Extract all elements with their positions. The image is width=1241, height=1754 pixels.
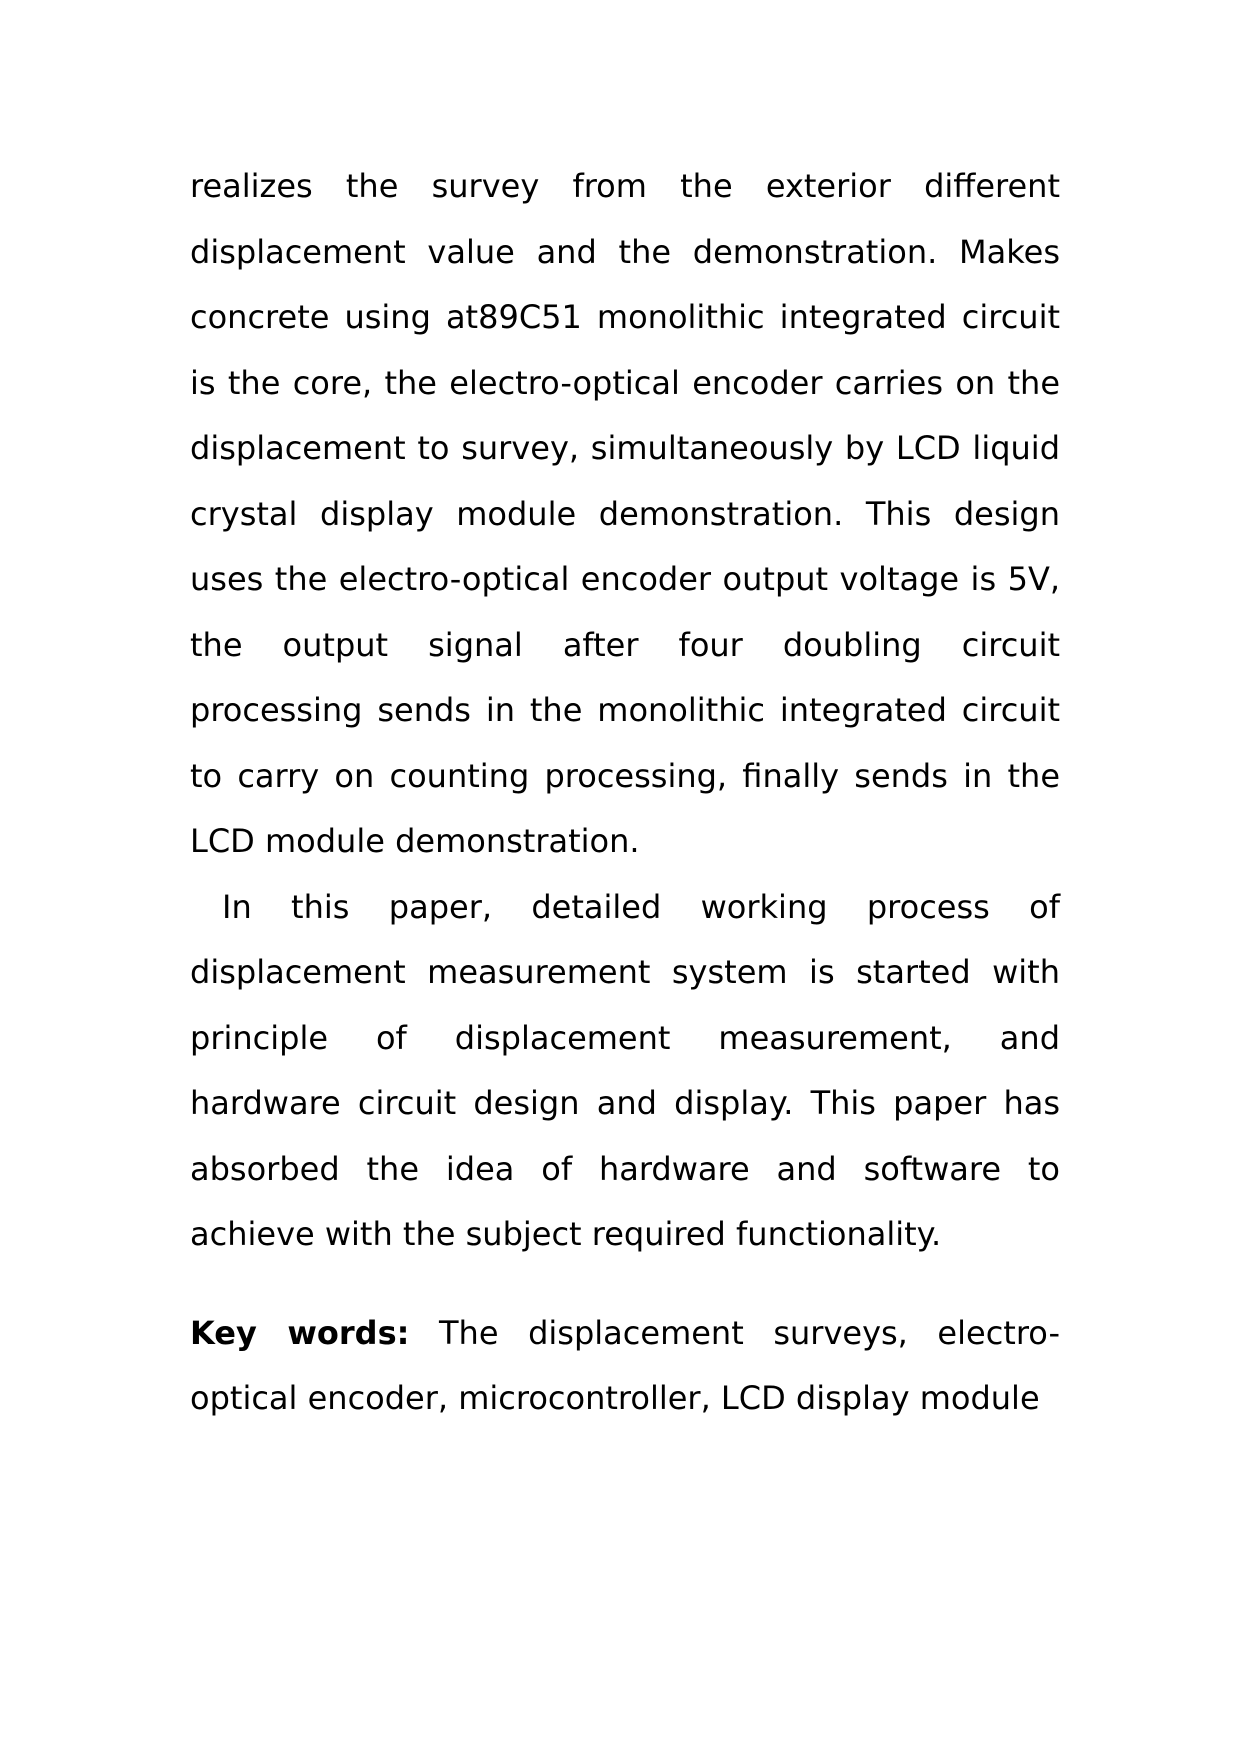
keywords-text: The displacement surveys, electro-optical encoder, microcontroller, LCD display module — [190, 1313, 1060, 1417]
abstract-paragraph-1: realizes the survey from the exterior different displacement value and the demonstration. Makes concrete using at89C51 monolithic integrated circuit is the core, the electro-optical encoder carries on the displacement to survey, simultaneously by LCD liquid crystal display module demonstration. This design uses the electro-optical encoder output voltage is 5V, the output signal after four doubling circuit processing sends in the monolithic integrated circuit to carry on counting processing, finally sends in the LCD module demonstration. — [190, 167, 1060, 860]
abstract-paragraph-2: In this paper, detailed working process of displacement measurement system is started with principle of displacement measurement, and hardware circuit design and display. This paper has absorbed the idea of hardware and software to achieve with the subject required functionality. — [190, 887, 1060, 1253]
abstract-body — [190, 154, 1060, 1432]
keywords-label: Key words: — [190, 1313, 410, 1352]
keywords-line — [190, 1301, 1060, 1432]
